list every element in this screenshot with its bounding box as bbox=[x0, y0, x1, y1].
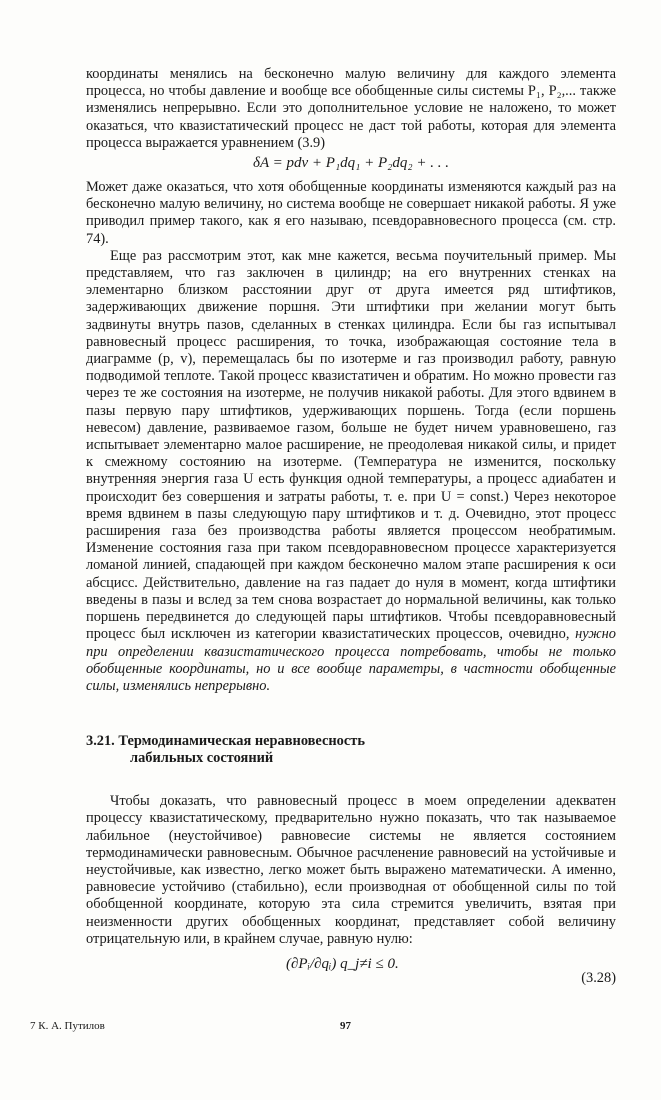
paragraph-3-text: Еще раз рассмотрим этот, как мне кажется, весьма поучительный пример. Мы представляем, что газ заключен в цилиндр; на его внутренних стенках на элементарно близком расстоянии друг от друга имеется ряд штифтиков, задерживающих движение поршня. Эти штифтики при желании могут быть задвинуты внутрь пазов, сделанных в стенках цилиндра. Если бы газ испытывал равновесный процесс расширения, то точка, изображающая состояние тела в диаграмме (p, v), перемещалась бы по изотерме и газ производил работу, равную подводимой теплоте. Такой процесс квазистатичен и обратим. Но можно провести газ через те же состояния на изотерме, не получив никакой работы. Для этого вдвинем в пазы первую пару штифтиков, удерживающих поршень. Тогда (если поршень невесом) давление, развиваемое газом, больше не будет ничем уравновешено, газ испытывает элементарно малое расширение, не преодолевая никакой силы, и придет к смежному состоянию на изотерме. (Температура не изменится, поскольку внутренняя энергия газа U есть функция одной температуры, а процесс адиабатен и происходит без совершения и затраты работы, т. е. при U = const.) Через некоторое время вдвинем в пазы следующую пару штифтиков и т. д. Очевидно, этот процесс расширения газа без производства работы является процессом необратимым. Изменение состояния газа при таком псевдоравновесном процессе характеризуется ломаной линией, спадающей при каждом бесконечно малом этапе расширения к оси абсцисс. Действительно, давление на газ падает до нуля в момент, когда штифтики введены в пазы и вслед за тем снова возрастает до нормальной величины, как только поршень передвинется до следующей пары штифтиков. Чтобы псевдоравновесный процесс был исключен из категории квазистатических процессов, очевидно, bbox=[86, 247, 616, 643]
page-number: 97 bbox=[340, 1020, 351, 1032]
equation-row bbox=[86, 956, 616, 1006]
printer-signature: 7 К. А. Путилов bbox=[30, 1020, 105, 1032]
equation-expression: (∂Pᵢ/∂qᵢ) q_j≠i ≤ 0. bbox=[286, 955, 399, 972]
formula-work-element: δA = pdv + P₁dq₁ + P₂dq₂ + . . . bbox=[253, 155, 449, 172]
section-title-line1: Термодинамическая неравновесность bbox=[118, 733, 365, 750]
spacer bbox=[86, 767, 616, 793]
page-body bbox=[86, 66, 616, 1006]
equation-number: (3.28) bbox=[581, 969, 616, 986]
paragraph-1: координаты менялись на бесконечно малую величину для каждого элемента процесса, но чтобы давление и вообще все обобщенные силы системы P₁, P₂,... также изменялись непрерывно. Если это дополнительное условие не наложено, то может оказаться, что квазистатический процесс не даст той работы, которая для элемента процесса выражается уравнением (3.9) bbox=[86, 66, 616, 151]
paragraph-3-italic: нужно при определении квазистатического процесса потребовать, чтобы не только обобщенные координаты, но и все вообще параметры, в частности обобщенные силы, изменялись непрерывно. bbox=[86, 626, 616, 694]
paragraph-2: Может даже оказаться, что хотя обобщенные координаты изменяются каждый раз на бесконечно малую величину, но система вообще не совершает никакой работы. Я уже приводил пример такого, как я его называю, псевдоравновесного процесса (см. стр. 74). bbox=[86, 179, 616, 247]
paragraph-4: Чтобы доказать, что равновесный процесс в моем определении адекватен процессу квазистатическому, предварительно нужно показать, что так называемое лабильное (неустойчивое) равновесие системы не является состоянием термодинамически равновесным. Обычное расчленение равновесий на устойчивые и неустойчивые, как известно, легко может быть выражено математически. А именно, равновесие устойчиво (стабильно), если производная от обобщенной силы по той обобщенной координате, которую эта сила стремится увеличить, взятая при неизменности других обобщенных координат, представляет собой величину отрицательную или, в крайнем случае, равную нулю: bbox=[86, 793, 616, 947]
section-number: 3.21. bbox=[86, 733, 115, 750]
paragraph-3 bbox=[86, 248, 616, 695]
section-title-line2: лабильных состояний bbox=[130, 750, 274, 767]
section-heading bbox=[86, 733, 616, 767]
